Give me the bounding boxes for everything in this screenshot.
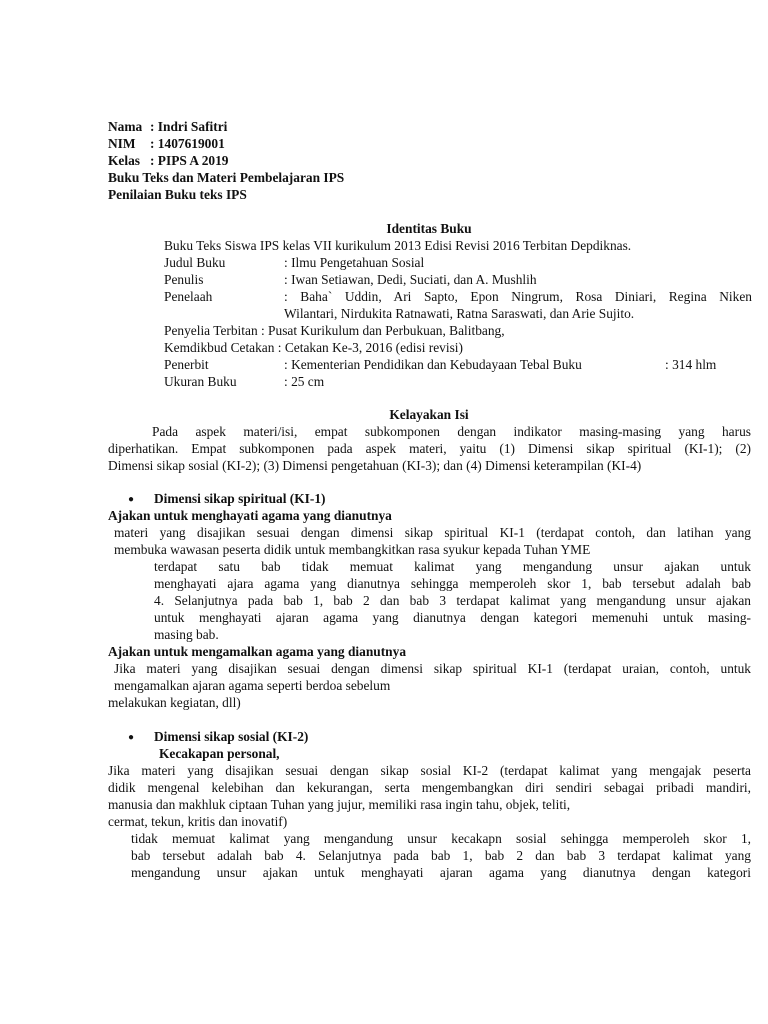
tebal-value: : 314 hlm [665,357,717,372]
ki1-sub2-line2: mengamalkan ajaran agama seperti berdoa sebelum [114,678,391,693]
ki2-line2: didik mengenal kelebihan dan kekurangan, serta mengembangkan diri sendiri sebagai pribadi mandiri, [108,780,751,795]
ki1-sub1-body [154,558,751,643]
ki1-sub1-body-line1: terdapat satu bab tidak memuat kalimat yang mengandung unsur ajakan untuk [154,559,751,574]
identitas-intro: Buku Teks Siswa IPS kelas VII kurikulum 2013 Edisi Revisi 2016 Terbitan Depdiknas. [164,238,632,253]
ki1-sub1-body-line2: menghayati ajara agama yang dianutnya sehingga memperoleh skor 1, bab tersebut adalah bab [154,576,751,591]
kelas-value: : PIPS A 2019 [150,153,229,168]
kelas-label: Kelas [108,153,140,168]
ki1-sub1-body-line4: untuk menghayati ajaran agama yang dianutnya dengan kategori memenuhi untuk masing- [154,610,751,625]
ki2-body-line1: tidak memuat kalimat yang mengandung unsur kecakapn sosial sehingga memperoleh skor 1, [131,831,751,846]
ki1-sub2-heading: Ajakan untuk mengamalkan agama yang dianutnya [108,644,407,659]
ki1-sub1-body-line5: masing bab. [154,627,219,642]
assignment-title: Penilaian Buku teks IPS [108,187,247,202]
penerbit-label: Penerbit [164,357,209,372]
ki1-sub1-body-line3: 4. Selanjutnya pada bab 1, bab 2 dan bab 3 terdapat kalimat yang mengandung unsur ajakan [154,593,751,608]
ki2-line3: manusia dan makhluk ciptaan Tuhan yang jujur, memiliki rasa ingin tahu, objek, teliti, [108,797,571,812]
ki1-sub1-paragraph [114,524,751,558]
penelaah-line2: Wilantari, Nirdukita Ratnawati, Ratna Saraswati, dan Arie Sujito. [284,306,635,321]
penulis-value: : Iwan Setiawan, Dedi, Suciati, dan A. Mushlih [284,272,537,287]
nama-value: : Indri Safitri [150,119,228,134]
nim-label: NIM [108,136,136,151]
ki2-paragraph [108,762,751,813]
ki2-body-line3: mengandung unsur ajakan untuk menghayati ajaran agama yang dianutnya dengan kategori [131,865,751,880]
ki1-sub2-line1: Jika materi yang disajikan sesuai dengan dimensi sikap spiritual KI-1 (terdapat uraian, contoh, untuk [114,661,751,676]
judul-value: : Ilmu Pengetahuan Sosial [284,255,425,270]
identitas-title: Identitas Buku [386,221,472,236]
ukuran-label: Ukuran Buku [164,374,237,389]
ki2-line4: cermat, tekun, kritis dan inovatif) [108,814,288,829]
kelayakan-line3: Dimensi sikap sosial (KI-2); (3) Dimensi pengetahuan (KI-3); dan (4) Dimensi keterampilan (KI-4) [108,458,642,473]
nim-value: : 1407619001 [150,136,225,151]
penulis-label: Penulis [164,272,204,287]
ki1-sub1-line1: materi yang disajikan sesuai dengan dimensi sikap spiritual KI-1 (terdapat contoh, dan latihan yang [114,525,751,540]
ki2-sub1-heading: Kecakapan personal, [159,746,280,761]
kelayakan-line2: diperhatikan. Empat subkomponen pada aspek materi, yaitu (1) Dimensi sikap spiritual (KI-1); (2) [108,441,751,456]
penelaah-line1: : Baha` Uddin, Ari Sapto, Epon Ningrum, Rosa Diniari, Regina Niken [284,289,752,304]
ki2-heading: Dimensi sikap sosial (KI-2) [154,729,309,744]
penelaah-label: Penelaah [164,289,213,304]
ki1-sub1-line2: membuka wawasan peserta didik untuk membangkitkan rasa syukur kepada Tuhan YME [114,542,591,557]
ukuran-value: : 25 cm [284,374,325,389]
bullet-icon: ● [128,732,135,743]
course-title: Buku Teks dan Materi Pembelajaran IPS [108,170,345,185]
kelayakan-title: Kelayakan Isi [389,407,469,422]
penulis-row [164,271,754,288]
nama-label: Nama [108,119,143,134]
penerbit-value: : Kementerian Pendidikan dan Kebudayaan Tebal Buku [284,357,582,372]
bullet-icon: ● [128,494,135,505]
ki1-heading: Dimensi sikap spiritual (KI-1) [154,491,326,506]
ki2-body-line2: bab tersebut adalah bab 4. Selanjutnya pada bab 1, bab 2 dan bab 3 terdapat kalimat yang [131,848,751,863]
ukuran-row [164,373,754,390]
penelaah-value [284,288,752,322]
ki1-sub1-heading: Ajakan untuk menghayati agama yang dianutnya [108,508,392,523]
ki1-sub2-line3: melakukan kegiatan, dll) [108,695,241,710]
ki2-line1: Jika materi yang disajikan sesuai dengan sikap sosial KI-2 (terdapat kalimat yang mengajak peserta [108,763,751,778]
kelayakan-paragraph [108,423,751,474]
ki1-sub2-paragraph [114,660,751,694]
judul-row [164,254,754,271]
kelayakan-line1: Pada aspek materi/isi, empat subkomponen dengan indikator masing-masing yang harus [152,424,751,439]
penyelia-line: Penyelia Terbitan : Pusat Kurikulum dan Perbukuan, Balitbang, [164,323,505,338]
cetakan-line: Kemdikbud Cetakan : Cetakan Ke-3, 2016 (edisi revisi) [164,340,463,355]
judul-label: Judul Buku [164,255,226,270]
ki2-body [131,830,751,881]
